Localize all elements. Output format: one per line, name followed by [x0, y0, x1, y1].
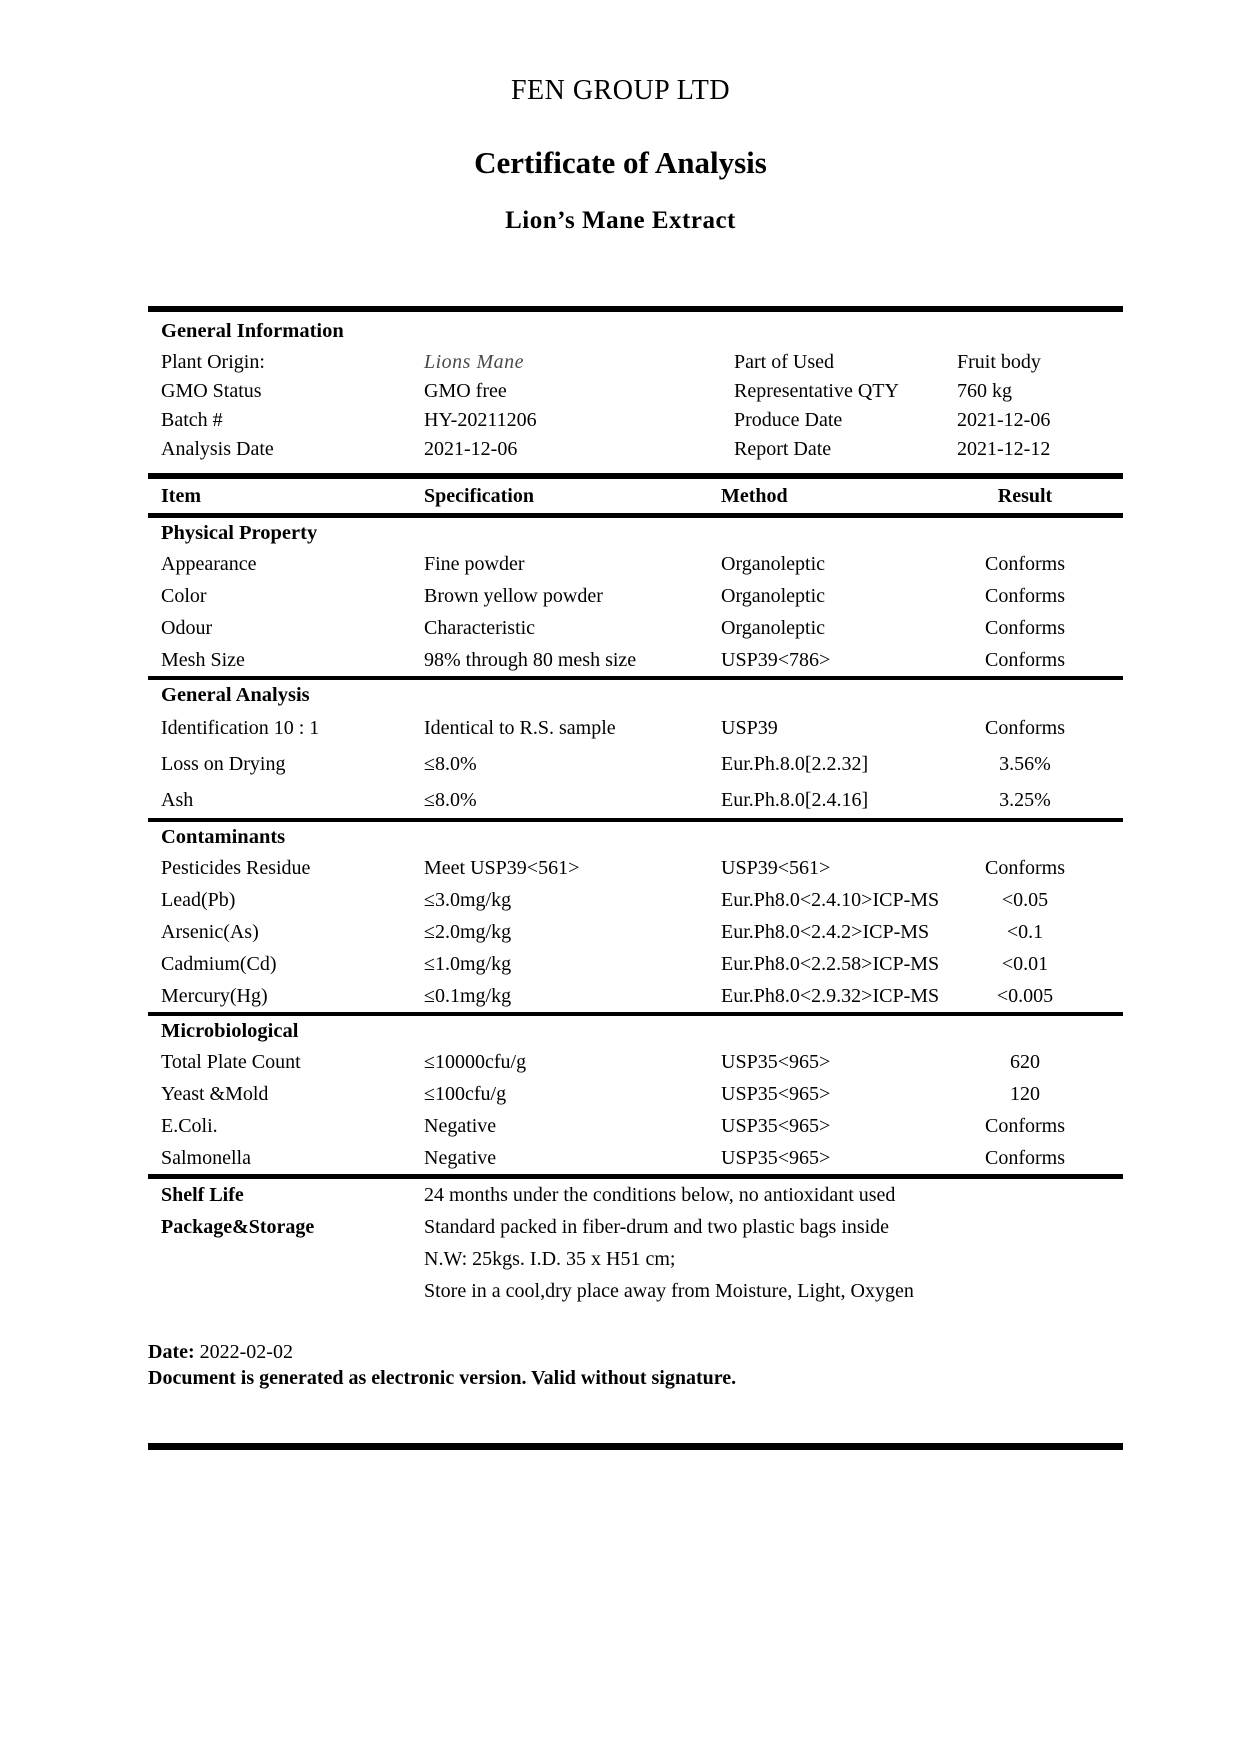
general-information-heading: General Information: [161, 320, 344, 342]
package-storage-label: Package&Storage: [161, 1216, 315, 1238]
info-value: 2021-12-06: [957, 409, 1051, 431]
table-section: [148, 818, 1123, 1012]
cell-method: Eur.Ph8.0<2.9.32>ICP-MS: [721, 985, 940, 1007]
cell-specification: ≤8.0%: [424, 753, 477, 775]
cell-item: Cadmium(Cd): [161, 953, 277, 975]
table-section: [148, 1012, 1123, 1174]
cell-method: USP39<786>: [721, 649, 831, 671]
cell-item: Odour: [161, 617, 213, 639]
certificate-body: [148, 306, 1123, 1450]
cell-item: Loss on Drying: [161, 753, 286, 775]
cell-result: <0.005: [996, 985, 1054, 1007]
cell-specification: ≤0.1mg/kg: [424, 985, 512, 1007]
cell-result: <0.05: [1001, 889, 1049, 911]
info-label: Representative QTY: [734, 380, 899, 402]
cell-item: Lead(Pb): [161, 889, 236, 911]
table-row: [148, 782, 1123, 818]
cell-method: Eur.Ph8.0<2.4.10>ICP-MS: [721, 889, 940, 911]
package-storage-row: [148, 1243, 1123, 1275]
section-heading: General Analysis: [161, 684, 310, 706]
info-value: Fruit body: [957, 351, 1041, 373]
column-header-item: Item: [161, 485, 201, 507]
cell-result: Conforms: [985, 617, 1065, 639]
cell-result: Conforms: [985, 649, 1065, 671]
cell-method: Organoleptic: [721, 553, 826, 575]
table-row: [148, 1046, 1123, 1078]
cell-item: Identification 10 : 1: [161, 717, 320, 739]
column-header-method: Method: [721, 485, 788, 507]
cell-method: Eur.Ph.8.0[2.4.16]: [721, 789, 869, 811]
cell-item: Mesh Size: [161, 649, 245, 671]
info-label: Part of Used: [734, 351, 834, 373]
info-value: HY-20211206: [424, 409, 537, 431]
info-value: 2021-12-06: [424, 438, 518, 460]
package-storage-row: [148, 1275, 1123, 1307]
table-row: [148, 612, 1123, 644]
shelf-life-value: 24 months under the conditions below, no antioxidant used: [424, 1184, 896, 1206]
cell-result: Conforms: [985, 585, 1065, 607]
cell-method: Eur.Ph.8.0[2.2.32]: [721, 753, 869, 775]
document-title: Certificate of Analysis: [474, 145, 767, 180]
cell-method: Eur.Ph8.0<2.4.2>ICP-MS: [721, 921, 930, 943]
cell-specification: Negative: [424, 1147, 497, 1169]
info-label: Produce Date: [734, 409, 843, 431]
cell-result: 3.56%: [999, 753, 1051, 775]
cell-specification: ≤1.0mg/kg: [424, 953, 512, 975]
cell-method: USP35<965>: [721, 1115, 831, 1137]
cell-item: E.Coli.: [161, 1115, 218, 1137]
cell-method: USP35<965>: [721, 1083, 831, 1105]
date-line: [148, 1339, 1123, 1365]
electronic-note: Document is generated as electronic version. Valid without signature.: [148, 1367, 737, 1389]
cell-item: Total Plate Count: [161, 1051, 301, 1073]
package-storage-line: Store in a cool,dry place away from Moisture, Light, Oxygen: [424, 1280, 914, 1302]
cell-specification: ≤100cfu/g: [424, 1083, 507, 1105]
date-label: Date:: [148, 1341, 195, 1363]
storage-block: [148, 1179, 1123, 1307]
analysis-table-sections: [148, 518, 1123, 1174]
cell-item: Salmonella: [161, 1147, 251, 1169]
info-row: [148, 377, 1123, 406]
cell-specification: ≤8.0%: [424, 789, 477, 811]
cell-specification: ≤3.0mg/kg: [424, 889, 512, 911]
cell-specification: 98% through 80 mesh size: [424, 649, 637, 671]
bottom-rule: [148, 1443, 1123, 1450]
info-row: [148, 435, 1123, 464]
cell-method: Organoleptic: [721, 617, 826, 639]
cell-method: USP39: [721, 717, 778, 739]
table-row: [148, 884, 1123, 916]
cell-result: <0.01: [1001, 953, 1049, 975]
table-row: [148, 852, 1123, 884]
table-row: [148, 948, 1123, 980]
column-header-result: Result: [997, 485, 1053, 507]
table-section: [148, 518, 1123, 676]
table-row: [148, 710, 1123, 746]
section-heading: Physical Property: [161, 522, 318, 544]
column-header-specification: Specification: [424, 485, 534, 507]
table-row: [148, 548, 1123, 580]
cell-result: Conforms: [985, 857, 1065, 879]
cell-result: Conforms: [985, 717, 1065, 739]
cell-specification: Meet USP39<561>: [424, 857, 580, 879]
info-label: Report Date: [734, 438, 832, 460]
cell-result: 620: [1010, 1051, 1040, 1073]
cell-result: Conforms: [985, 553, 1065, 575]
cell-item: Yeast &Mold: [161, 1083, 269, 1105]
section-heading: Microbiological: [161, 1020, 299, 1042]
cell-item: Color: [161, 585, 207, 607]
cell-item: Mercury(Hg): [161, 985, 268, 1007]
package-storage-row: [148, 1211, 1123, 1243]
cell-specification: Identical to R.S. sample: [424, 717, 616, 739]
cell-method: Eur.Ph8.0<2.2.58>ICP-MS: [721, 953, 940, 975]
cell-result: 3.25%: [999, 789, 1051, 811]
cell-method: USP35<965>: [721, 1051, 831, 1073]
table-row: [148, 1110, 1123, 1142]
cell-method: USP39<561>: [721, 857, 831, 879]
document-header: [0, 0, 1241, 236]
cell-item: Arsenic(As): [161, 921, 259, 943]
cell-method: Organoleptic: [721, 585, 826, 607]
table-row: [148, 980, 1123, 1012]
info-value: 760 kg: [957, 380, 1012, 402]
product-name: Lion’s Mane Extract: [505, 207, 736, 234]
info-row: [148, 406, 1123, 435]
cell-result: Conforms: [985, 1147, 1065, 1169]
shelf-life-row: [148, 1179, 1123, 1211]
shelf-life-label: Shelf Life: [161, 1184, 244, 1206]
table-row: [148, 644, 1123, 676]
cell-result: <0.1: [1006, 921, 1044, 943]
cell-specification: Brown yellow powder: [424, 585, 603, 607]
info-label: Plant Origin:: [161, 351, 265, 373]
info-value: GMO free: [424, 380, 507, 402]
cell-item: Pesticides Residue: [161, 857, 311, 879]
company-name: FEN GROUP LTD: [510, 75, 731, 106]
table-row: [148, 1078, 1123, 1110]
table-row: [148, 746, 1123, 782]
cell-specification: Negative: [424, 1115, 497, 1137]
info-label: Analysis Date: [161, 438, 274, 460]
info-label: Batch #: [161, 409, 223, 431]
package-storage-line: Standard packed in fiber-drum and two plastic bags inside: [424, 1216, 890, 1238]
section-heading: Contaminants: [161, 826, 286, 848]
cell-specification: Characteristic: [424, 617, 536, 639]
cell-specification: ≤2.0mg/kg: [424, 921, 512, 943]
table-row: [148, 1142, 1123, 1174]
table-section: [148, 676, 1123, 818]
general-information-rows: [148, 348, 1123, 464]
info-value: 2021-12-12: [957, 438, 1051, 460]
table-row: [148, 916, 1123, 948]
package-storage-line: N.W: 25kgs. I.D. 35 x H51 cm;: [424, 1248, 676, 1270]
cell-method: USP35<965>: [721, 1147, 831, 1169]
cell-specification: ≤10000cfu/g: [424, 1051, 527, 1073]
cell-item: Appearance: [161, 553, 257, 575]
cell-result: 120: [1010, 1083, 1040, 1105]
info-value: Lions Mane: [424, 351, 524, 373]
cell-specification: Fine powder: [424, 553, 525, 575]
cell-item: Ash: [161, 789, 194, 811]
date-value: 2022-02-02: [199, 1341, 293, 1363]
cell-result: Conforms: [985, 1115, 1065, 1137]
info-row: [148, 348, 1123, 377]
table-header-row: [148, 479, 1123, 513]
table-row: [148, 580, 1123, 612]
info-label: GMO Status: [161, 380, 262, 402]
